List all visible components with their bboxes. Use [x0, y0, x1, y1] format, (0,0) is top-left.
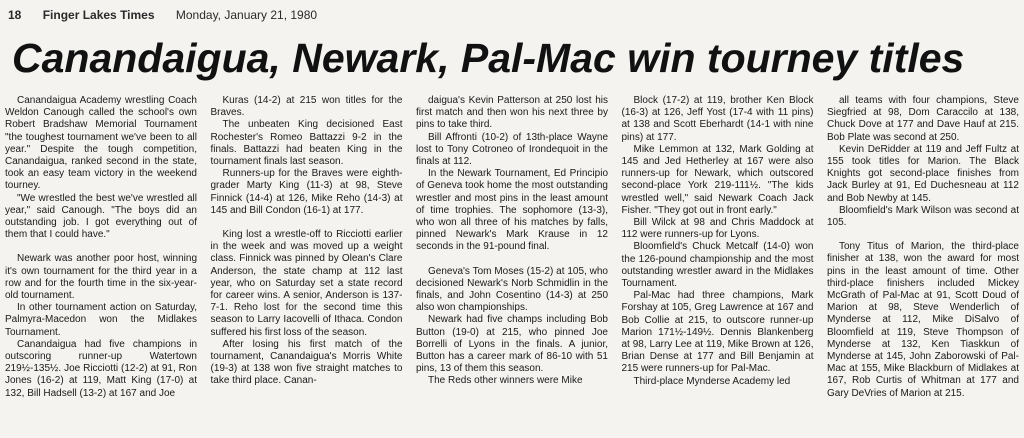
paragraph: Pal-Mac had three champions, Mark Forshay at 105, Greg Lawrence at 167 and Bob Collie at 215, to outscore runner-up Marion 171½-149½. Dennis Blankenberg at 98, Larry Lee at 119, Mike Brown at 126, Brian Dense at 177 and Bill Benjamin at 215 were runners-up for Pal-Mac.: [621, 290, 814, 375]
paragraph: Bloomfield's Chuck Metcalf (14-0) won the 126-pound championship and the most outstanding wrestler award in the Midlakes Tournament.: [621, 241, 814, 290]
paragraph: The unbeaten King decisioned East Rochester's Romeo Battazzi 9-2 in the finals. Battazzi had beaten King in the tournament finals last season.: [210, 119, 403, 168]
paragraph: Tony Titus of Marion, the third-place finisher at 138, won the award for most pins in the least amount of time. Other third-place finishers included Mickey McGrath of Pal-Mac at 91, Scott Doud of Marion at 98, Steve Wenderlich of Mynderse at 112, Mike DiSalvo of Bloomfield at 119, Steve Thompson of Mynderse at 132, Ken Tiaskkun of Mynderse at 145, John Zaborowski of Pal-Mac at 155, Mike Blackburn of Midlakes at 167, Rob Curtis of Whitman at 177 and Gary DeVries of Marion at 215.: [827, 241, 1019, 399]
paragraph: "We wrestled the best we've wrestled all year," said Canough. "The boys did an outstanding job. I got everything out of them that I could have.": [5, 192, 197, 241]
paragraph: Canandaigua Academy wrestling Coach Weldon Canough called the school's own Robert Bradshaw Memorial Tournament "the toughest tournament we've been to all year." Despite the tough competition, Canandaigua, ranked second in the state, took an easy team victory in the weekend tourney.: [5, 95, 197, 192]
paragraph: Kevin DeRidder at 119 and Jeff Fultz at 155 took titles for Marion. The Black Knights got second-place finishes from Jack Burley at 91, Ed Duchesneau at 112 and Bob Newby at 145.: [827, 143, 1019, 204]
article-column-2: [211, 95, 403, 400]
paragraph: Bloomfield's Mark Wilson was second at 105.: [827, 204, 1019, 229]
paragraph: After losing his first match of the tournament, Canandaigua's Morris White (19-3) at 138 won five straight matches to take third place. Canan-: [210, 338, 403, 387]
article-body: [5, 95, 1019, 400]
paragraph: Canandaigua had five champions in outscoring runner-up Watertown 219½-135½. Joe Ricciotti (12-2) at 91, Ron Jones (16-2) at 119, Matt King (17-0) at 132, Bill Hadsell (13-2) at 167 and Joe: [5, 338, 197, 399]
paragraph: King lost a wrestle-off to Ricciotti earlier in the week and was moved up a weight class. Finnick was pinned by Olean's Clare Anderson, the state champ at 112 last year, who on Saturday set a state record for career wins. A senior, Anderson is 137-7-1. Reho lost for the second time this season to Larry Iacovelli of Ithaca. Condon suffered his first loss of the season.: [210, 229, 403, 338]
paragraph: all teams with four champions, Steve Siegfried at 98, Dom Caraccilo at 138, Chuck Dove at 177 and Dave Hauf at 215. Bob Plate was second at 250.: [827, 95, 1019, 143]
page-number: 18: [8, 8, 22, 22]
column-gap: [211, 217, 403, 229]
paragraph: Bill Affronti (10-2) of 13th-place Wayne lost to Tony Cotroneo of Irondequoit in the finals at 112.: [416, 131, 608, 168]
newspaper-name: Finger Lakes Times: [42, 8, 155, 22]
paragraph: Geneva's Tom Moses (15-2) at 105, who decisioned Newark's Norb Schmidlin in the finals, and John Cosentino (14-3) at 250 also won championships.: [416, 265, 608, 314]
paragraph: The Reds other winners were Mike: [428, 375, 583, 387]
column-gap: [416, 254, 608, 266]
article-column-1: [5, 95, 197, 400]
paragraph: Runners-up for the Braves were eighth-grader Marty King (11-3) at 98, Steve Finnick (14-4) at 126, Mike Reho (14-3) at 145 and Bill Condon (16-1) at 177.: [210, 168, 403, 216]
column-gap: [5, 241, 197, 253]
paragraph: In other tournament action on Saturday, Palmyra-Macedon won the Midlakes Tournament.: [5, 302, 197, 338]
paragraph: daigua's Kevin Patterson at 250 lost his first match and then won his next three by pins to take third.: [416, 95, 608, 131]
article-column-5: [827, 95, 1019, 400]
paragraph: Newark was another poor host, winning it's own tournament for the third year in a row and for the fourth time in the six-year-old tournament.: [5, 253, 197, 302]
column-gap: [827, 229, 1019, 241]
paragraph: Bill Wilck at 98 and Chris Maddock at 112 were runners-up for Lyons.: [621, 217, 814, 241]
issue-date: Monday, January 21, 1980: [175, 8, 318, 22]
paragraph: In the Newark Tournament, Ed Principio of Geneva took home the most outstanding wrestler and most pins in the least amount of time trophies. The sophomore (13-3), who won all three of his matches by falls, pinned Newark's Mark Krause in 12 seconds in the 91-pound final.: [416, 168, 608, 253]
masthead: [8, 8, 335, 22]
article-column-4: [622, 95, 814, 400]
paragraph: Third-place Mynderse Academy led: [633, 375, 791, 387]
article-column-3: [416, 95, 608, 400]
headline: Canandaigua, Newark, Pal-Mac win tourney titles: [12, 35, 965, 81]
paragraph: Mike Lemmon at 132, Mark Golding at 145 and Jed Hetherley at 167 were also runners-up for Newark, which outscored second-place York 219-111½. "The kids wrestled well," said Newark Coach Jack Fisher. "They got out in front early.": [621, 143, 814, 216]
paragraph: Kuras (14-2) at 215 won titles for the Braves.: [210, 95, 403, 119]
paragraph: Block (17-2) at 119, brother Ken Block (16-3) at 126, Jeff Yost (17-4 with 11 pins) at 138 and Scott Eberhardt (14-1 with nine pins) at 177.: [621, 95, 814, 143]
paragraph: Newark had five champs including Bob Button (19-0) at 215, who pinned Joe Borrelli of Lyons in the finals. A junior, Button has a career mark of 86-10 with 51 pins, 13 of them this season.: [416, 314, 608, 375]
